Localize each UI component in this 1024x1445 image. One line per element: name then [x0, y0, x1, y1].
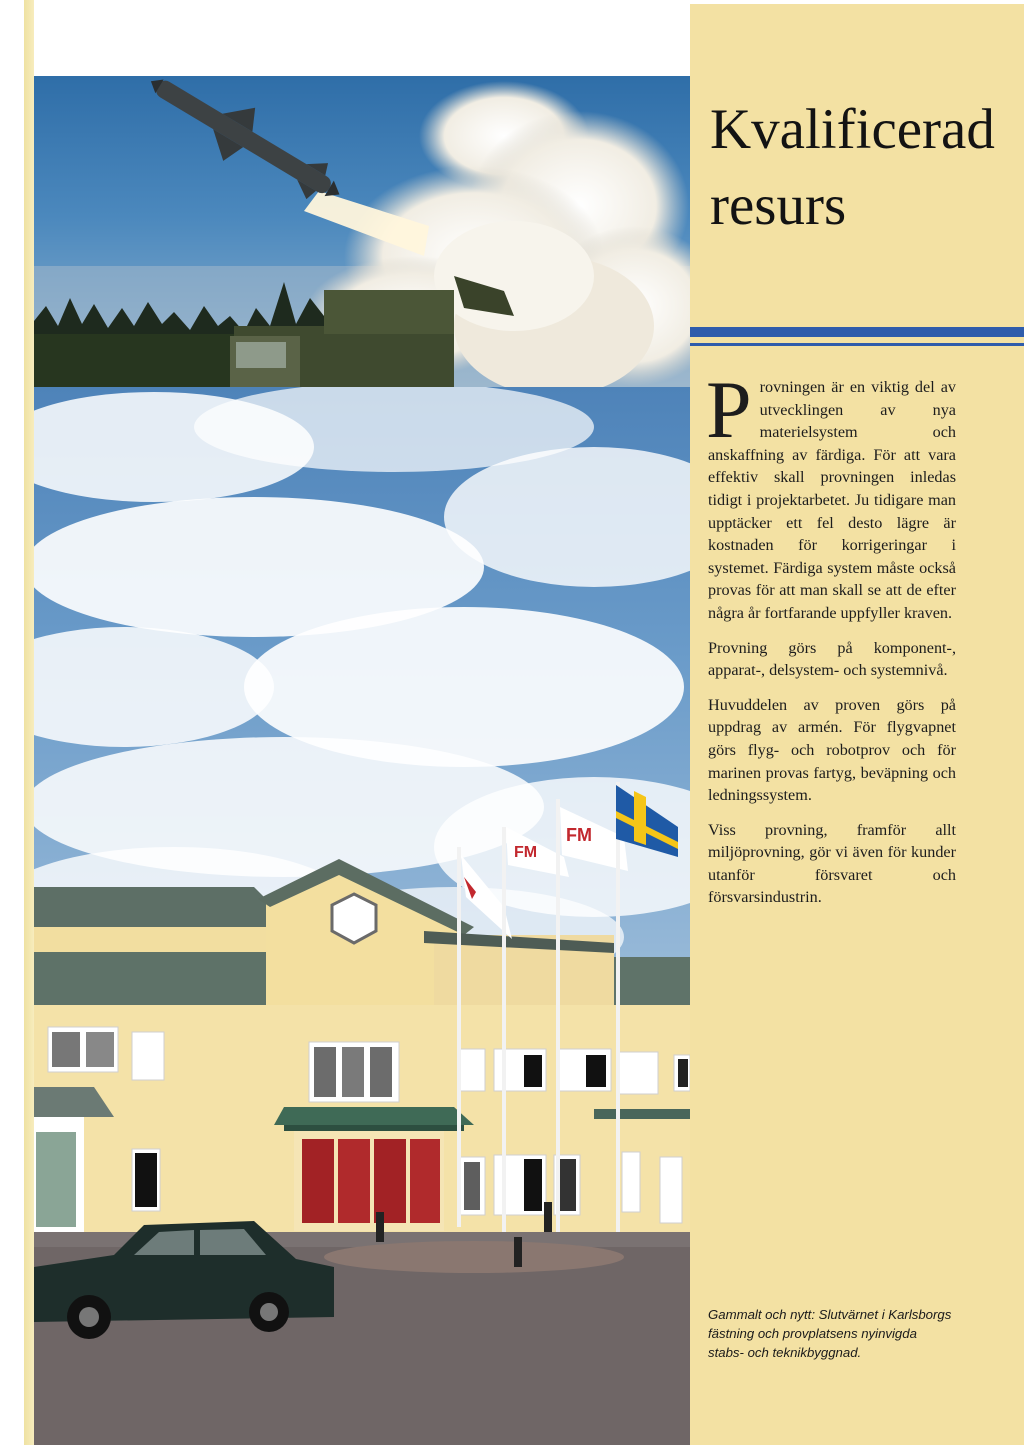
blue-rule-thin [690, 343, 1024, 346]
photo-column [34, 0, 690, 1445]
building-with-flags-photo [34, 387, 690, 1445]
photo-caption: Gammalt och nytt: Slutvärnet i Karlsborgs fästning och provplatsens nyinvigda stabs- och teknikbyggnad. [708, 1307, 952, 1360]
svg-text:FM: FM [514, 844, 538, 861]
paragraph-4: Viss provning, framför allt miljöprovning, gör vi även för kunder utanför försvaret och försvarsindustrin. [708, 820, 956, 907]
building-illustration [34, 387, 690, 1445]
headline-line-1: Kvalificerad [710, 98, 995, 161]
article-body [706, 364, 956, 921]
blue-rule-thick [690, 327, 1024, 337]
headline-line-2: resurs [710, 174, 847, 237]
missile-launch-illustration [34, 76, 690, 387]
paragraph-3: Huvuddelen av proven görs på uppdrag av armén. För flygvapnet görs flyg- och robotprov och för marinen provas fartyg, beväpning och ledningssystem. [708, 695, 956, 805]
paragraph-2: Provning görs på komponent-, apparat-, delsystem- och systemnivå. [708, 638, 956, 680]
binding-strip [24, 0, 34, 1445]
headline [710, 92, 1020, 244]
text-panel [690, 4, 1024, 1445]
drop-cap: P [706, 364, 752, 455]
missile-launch-photo [34, 76, 690, 387]
paragraph-1-text: rovningen är en viktig del av utvecklingen av nya materielsystem och anskaffning av färdiga. För att vara effektiv skall provningen inledas tidigt i projektarbetet. Ju tidigare man upptäcker ett fel desto lägre är kostnaden för korrigeringar i systemet. Färdiga system måste också provas för att man skall se att de efter några år fortfarande uppfyller kraven. [708, 378, 956, 622]
svg-text:FM: FM [566, 825, 592, 845]
paragraph-1 [706, 364, 956, 625]
